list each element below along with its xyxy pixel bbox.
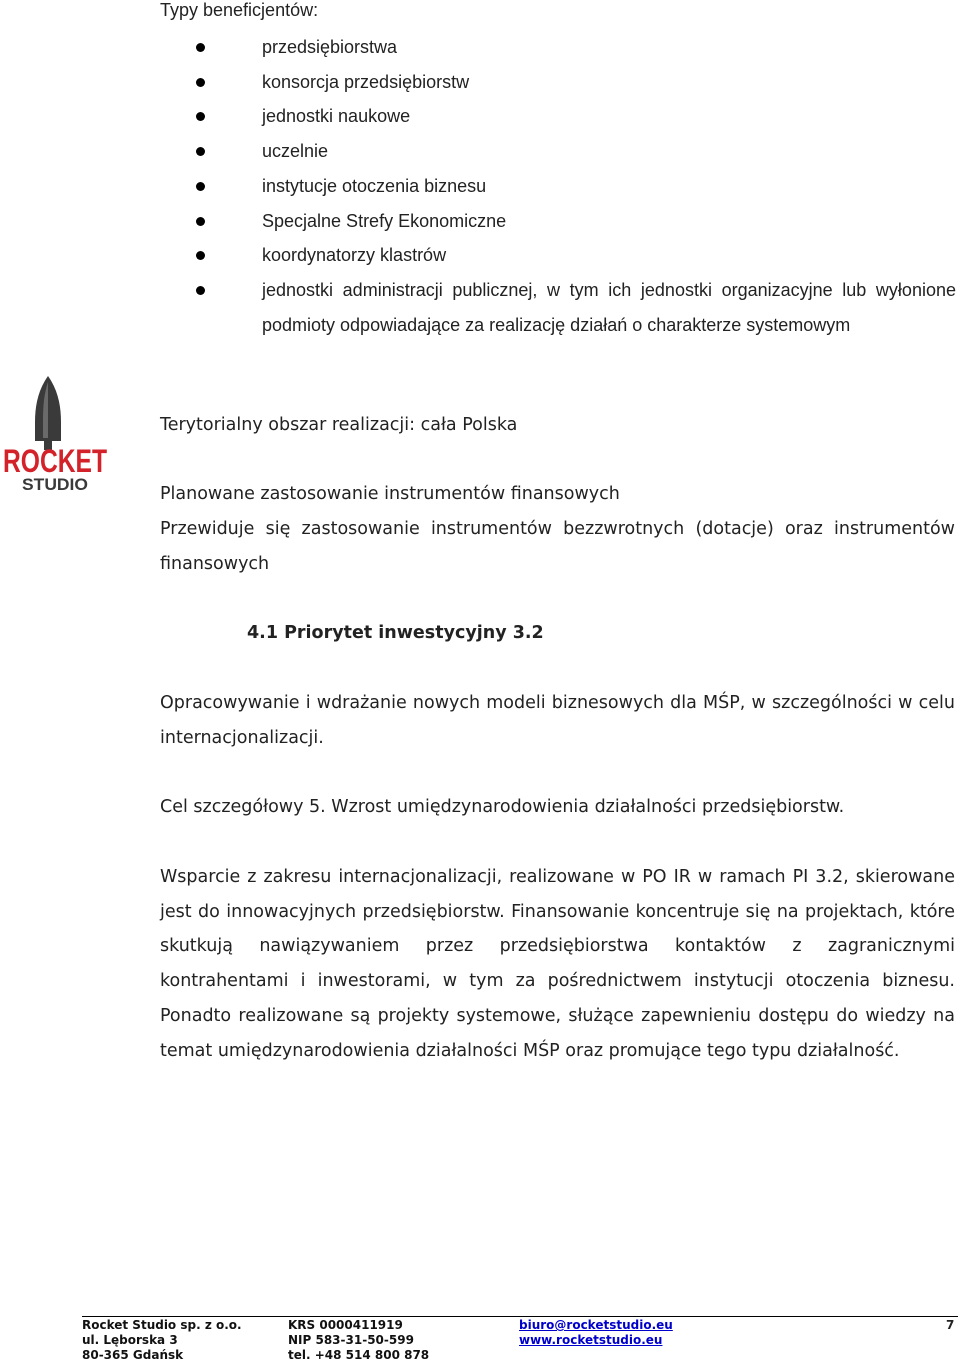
bullet-icon [196, 182, 205, 191]
bullet-icon [196, 251, 205, 260]
instruments-heading: Planowane zastosowanie instrumentów finansowych [160, 484, 620, 504]
svg-text:STUDIO: STUDIO [22, 475, 88, 494]
priority-title: Opracowywanie i wdrażanie nowych modeli biznesowych dla MŚP, w szczególności w celu internacjonalizacji. [160, 693, 955, 748]
bullet-icon [196, 78, 205, 87]
instruments-text: Przewiduje się zastosowanie instrumentów bezzwrotnych (dotacje) oraz instrumentów finansowych [160, 519, 955, 574]
page-footer [0, 1316, 960, 1363]
bullet-icon [196, 286, 205, 295]
page-number: 7 [946, 1318, 955, 1332]
bullet-icon [196, 43, 205, 52]
support-paragraph: Wsparcie z zakresu internacjonalizacji, realizowane w PO IR w ramach PI 3.2, skierowane jest do innowacyjnych przedsiębiorstw. Finansowanie koncentruje się na projektach, które skutkują nawiązywaniem przez przedsiębiorstwa kontaktów z zagranicznymi kontrahentami i inwestorami, w tym za pośrednictwem instytucji otoczenia biznesu. Ponadto realizowane są projekty systemowe, służące zapewnieniu dostępu do wiedzy na temat umiędzynarodowienia działalności MŚP oraz promujące tego typu działalność. [160, 867, 955, 1061]
list-item: jednostki naukowe [196, 99, 960, 134]
bullet-icon [196, 147, 205, 156]
list-item: koordynatorzy klastrów [196, 238, 960, 273]
bullet-icon [196, 217, 205, 226]
list-item: konsorcja przedsiębiorstw [196, 65, 960, 100]
list-item: instytucje otoczenia biznesu [196, 169, 960, 204]
beneficiaries-heading: Typy beneficjentów: [160, 0, 319, 20]
list-item: Specjalne Strefy Ekonomiczne [196, 204, 960, 239]
website-link[interactable]: www.rocketstudio.eu [519, 1333, 663, 1347]
footer-address: Rocket Studio sp. z o.o. ul. Lęborska 3 80-365 Gdańsk [82, 1318, 242, 1362]
email-link[interactable]: biuro@rocketstudio.eu [519, 1318, 673, 1332]
footer-registration: KRS 0000411919 NIP 583-31-50-599 tel. +48 514 800 878 [288, 1318, 430, 1362]
list-item: jednostki administracji publicznej, w tym ich jednostki organizacyjne lub wyłonione podmioty odpowiadające za realizację działań o charakterze systemowym [196, 273, 960, 342]
footer-divider [82, 1316, 958, 1317]
territory-text: Terytorialny obszar realizacji: cała Polska [160, 415, 518, 435]
list-item: uczelnie [196, 134, 960, 169]
priority-heading: 4.1 Priorytet inwestycyjny 3.2 [247, 623, 544, 643]
bullet-icon [196, 112, 205, 121]
list-item: przedsiębiorstwa [196, 30, 960, 65]
specific-objective: Cel szczegółowy 5. Wzrost umiędzynarodowienia działalności przedsiębiorstw. [160, 797, 845, 817]
rocket-studio-logo [0, 376, 110, 492]
beneficiaries-list [196, 30, 960, 342]
footer-contact [519, 1318, 673, 1348]
rocket-icon [0, 376, 110, 492]
svg-text:ROCKET: ROCKET [3, 443, 108, 479]
